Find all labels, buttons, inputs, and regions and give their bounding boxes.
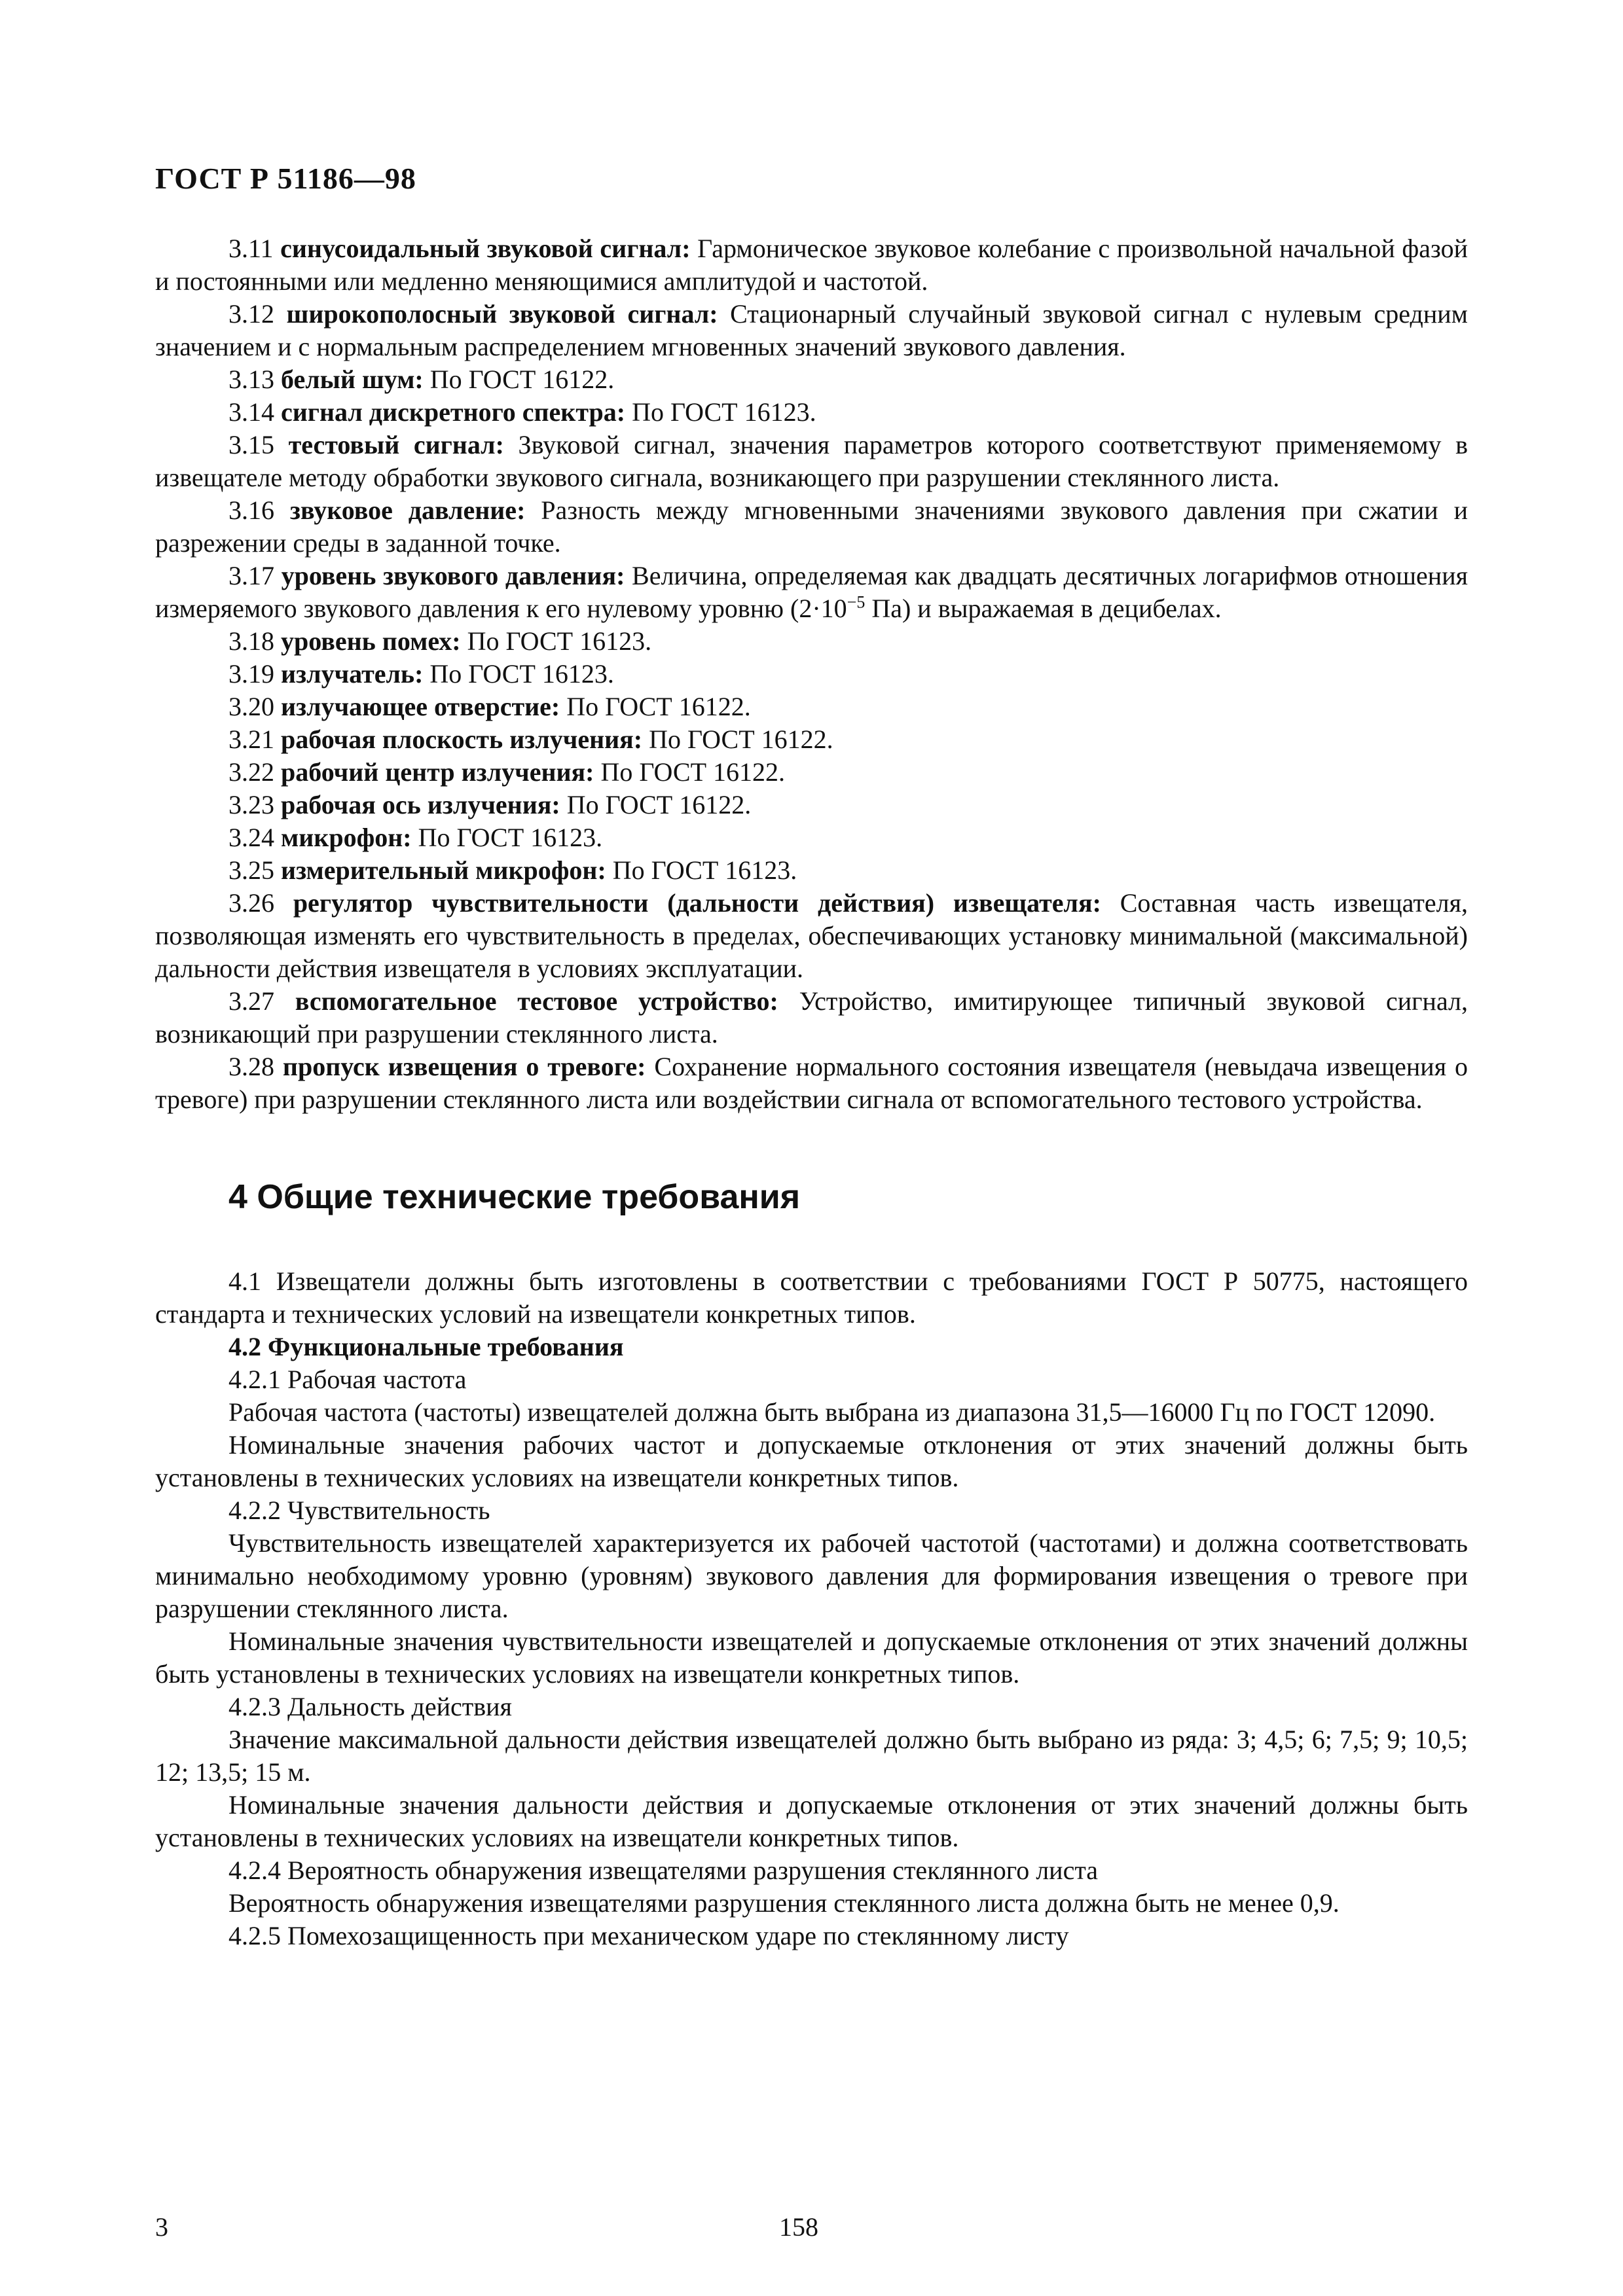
clause-4-2-3-heading: 4.2.3 Дальность действия [228, 1692, 512, 1721]
term-3-23: 3.23 рабочая ось излучения: По ГОСТ 16122. [228, 790, 752, 819]
clause-4-2-1-text: Рабочая частота (частоты) извещателей должна быть выбрана из диапазона 31,5—16000 Гц по ГОСТ 12090. [228, 1397, 1436, 1427]
term-3-15: 3.15 тестовый сигнал: Звуковой сигнал, значения параметров которого соответствуют применяемому в извещателе методу обработки звукового сигнала, возникающего при разрушении стеклянного листа. [155, 430, 1468, 492]
clause-4-2-heading: 4.2 Функциональные требования [228, 1332, 624, 1361]
document-id: ГОСТ Р 51186—98 [155, 162, 416, 195]
term-3-14: 3.14 сигнал дискретного спектра: По ГОСТ 16123. [228, 397, 816, 427]
section-heading: 4 Общие технические требования [228, 1178, 801, 1216]
document-body [155, 232, 1468, 1952]
term-3-17: 3.17 уровень звукового давления: Величина, определяемая как двадцать десятичных логарифмов отношения измеряемого звукового давления к его нулевому уровню ($2\cdot 10^{-5}$ Па) и выражаемая в децибелах. [155, 561, 1468, 623]
clause-4-1: 4.1 Извещатели должны быть изготовлены в соответствии с требованиями ГОСТ Р 50775, настоящего стандарта и технических условий на извещатели конкретных типов. [155, 1266, 1468, 1329]
term-3-19: 3.19 излучатель: По ГОСТ 16123. [228, 659, 614, 689]
term-3-24: 3.24 микрофон: По ГОСТ 16123. [228, 823, 603, 852]
clause-4-2-4-heading: 4.2.4 Вероятность обнаружения извещателями разрушения стеклянного листа [228, 1856, 1099, 1885]
term-3-11: 3.11 синусоидальный звуковой сигнал: Гармоническое звуковое колебание с произвольной начальной фазой и постоянными или медленно меняющимися амплитудой и частотой. [155, 234, 1468, 296]
clause-4-2-2-text: Чувствительность извещателей характеризуется их рабочей частотой (частотами) и должна соответствовать минимально необходимому уровню (уровням) звукового давления для формирования извещения о тревоге при разрушении стеклянного листа. [155, 1528, 1468, 1623]
clause-4-2-3-text: Значение максимальной дальности действия извещателей должно быть выбрано из ряда: 3; 4,5; 6; 7,5; 9; 10,5; 12; 13,5; 15 м. [155, 1725, 1468, 1787]
term-3-22: 3.22 рабочий центр излучения: По ГОСТ 16122. [228, 757, 786, 787]
term-3-27: 3.27 вспомогательное тестовое устройство: Устройство, имитирующее типичный звуковой сигнал, возникающий при разрушении стеклянного листа. [155, 986, 1468, 1049]
term-3-20: 3.20 излучающее отверстие: По ГОСТ 16122. [228, 692, 751, 721]
clause-4-2-2-text-2: Номинальные значения чувствительности извещателей и допускаемые отклонения от этих значений должны быть установлены в технических условиях на извещатели конкретных типов. [155, 1626, 1468, 1689]
term-3-21: 3.21 рабочая плоскость излучения: По ГОСТ 16122. [228, 725, 833, 754]
clause-4-2-5-heading: 4.2.5 Помехозащищенность при механическом ударе по стеклянному листу [228, 1921, 1069, 1950]
term-3-12: 3.12 широкополосный звуковой сигнал: Стационарный случайный звуковой сигнал с нулевым средним значением и с нормальным распределением мгновенных значений звукового давления. [155, 299, 1468, 361]
clause-4-2-4-text: Вероятность обнаружения извещателями разрушения стеклянного листа должна быть не менее 0,9. [228, 1888, 1340, 1918]
clause-4-2-3-text-2: Номинальные значения дальности действия и допускаемые отклонения от этих значений должны быть установлены в технических условиях на извещатели конкретных типов. [155, 1790, 1468, 1852]
clause-4-2-2-heading: 4.2.2 Чувствительность [228, 1496, 490, 1525]
term-3-13: 3.13 белый шум: По ГОСТ 16122. [228, 365, 615, 394]
clause-4-2-1-text-2: Номинальные значения рабочих частот и допускаемые отклонения от этих значений должны быть установлены в технических условиях на извещатели конкретных типов. [155, 1430, 1468, 1492]
folio-number: 158 [779, 2212, 818, 2242]
exponent: −5 [847, 592, 866, 612]
term-3-16: 3.16 звуковое давление: Разность между мгновенными значениями звукового давления при сжатии и разрежении среды в заданной точке. [155, 495, 1468, 558]
term-3-26: 3.26 регулятор чувствительности (дальности действия) извещателя: Составная часть извещателя, позволяющая изменять его чувствительность в пределах, обеспечивающих установку минимальной (максимальной) дальности действия извещателя в условиях эксплуатации. [155, 888, 1468, 983]
term-3-18: 3.18 уровень помех: По ГОСТ 16123. [228, 626, 652, 656]
page-number: 3 [155, 2212, 168, 2242]
term-3-28: 3.28 пропуск извещения о тревоге: Сохранение нормального состояния извещателя (невыдача извещения о тревоге) при разрушении стеклянного листа или воздействии сигнала от вспомогательного тестового устройства. [155, 1052, 1468, 1114]
clause-4-2-1-heading: 4.2.1 Рабочая частота [228, 1365, 467, 1394]
term-3-25: 3.25 измерительный микрофон: По ГОСТ 16123. [228, 855, 797, 885]
